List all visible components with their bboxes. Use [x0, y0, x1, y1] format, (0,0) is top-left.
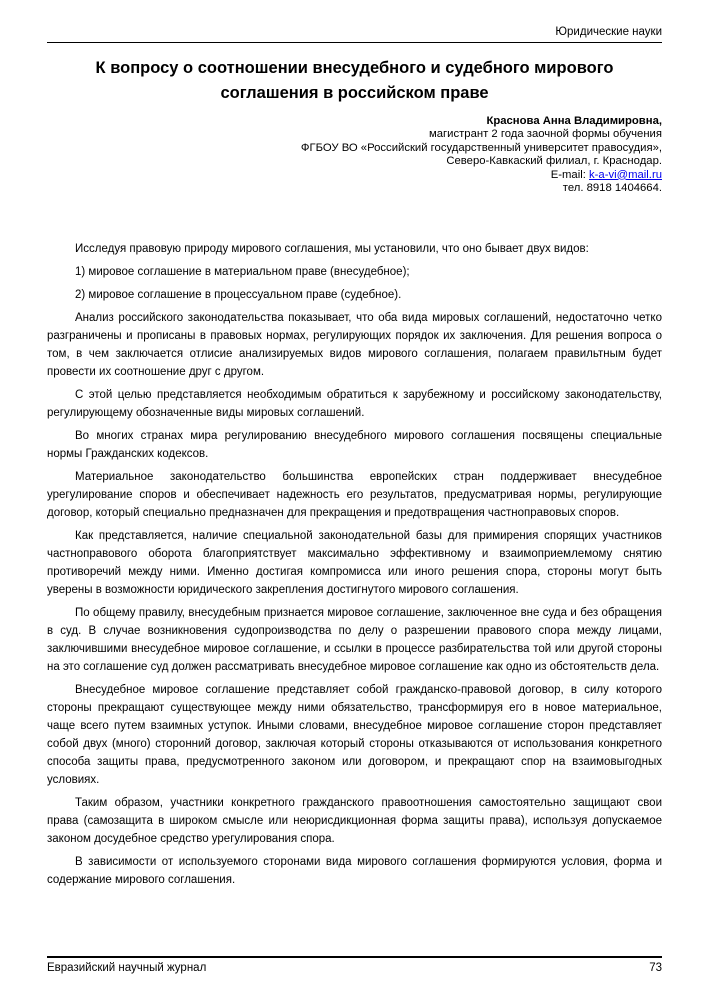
author-degree: магистрант 2 года заочной формы обучения [429, 128, 662, 141]
paragraph: В зависимости от используемого сторонами вида мирового соглашения формируются условия, форма и содержание мирового соглашения. [47, 856, 662, 887]
paragraph: Как представляется, наличие специальной законодательной базы для примирения спорящих участников частноправового оборота благоприятствует максимально эффективному и взаимоприемлемому снятию противоречий между ними. Именно достигая компромисса или иного решения спора, стороны могут быть уверены в возможности юридического закрепления достигнутого мирового соглашения. [47, 530, 662, 597]
page-title-line1: К вопросу о соотношении внесудебного и судебного мирового [95, 59, 614, 77]
email-label: E-mail: [550, 168, 590, 181]
paragraph: Исследуя правовую природу мирового соглашения, мы установили, что оно бывает двух видов: [75, 243, 589, 256]
journal-name: Евразийский научный журнал [47, 962, 207, 974]
body-text [47, 240, 662, 889]
author-block [47, 115, 662, 195]
author-university: ФГБОУ ВО «Российский государственный университет правосудия», [300, 141, 662, 154]
page-number: 73 [649, 962, 662, 974]
section-label: Юридические науки [555, 26, 662, 38]
author-email-line [47, 169, 662, 182]
email-link[interactable]: k-a-vi@mail.ru [589, 168, 662, 181]
paragraph: По общему правилу, внесудебным признается мировое соглашение, заключенное вне суда и без обращения в суд. В случае возникновения судопроизводства по делу о разрешении правового спора между лицами, заключившими внесудебное мировое соглашение, и ссылки в процессе разбирательства той или другой стороны на это соглашение суд должен рассматривать внесудебное мировое соглашение как одно из обстоятельств дела. [47, 607, 662, 674]
paragraph: Анализ российского законодательства показывает, что оба вида мировых соглашений, недостаточно четко разграничены и прописаны в правовых нормах, регулирующих порядок их заключения. Для решения вопроса о том, в чем заключается отлисие анализируемых видов мирового соглашения, полагаем правильтным будет провести их соотношение друг с другом. [47, 312, 662, 379]
paragraph: С этой целью представляется необходимым обратиться к зарубежному и российскому законодательству, регулирующему обозначенные виды мировых соглашений. [47, 389, 662, 420]
author-name: Краснова Анна Владимировна, [486, 115, 662, 127]
author-phone: тел. 8918 1404664. [562, 182, 662, 195]
page-title-line2: соглашения в российском праве [220, 84, 489, 102]
page-header [47, 26, 662, 43]
paragraph: Материальное законодательство большинства европейских стран поддерживает внесудебное урегулирование споров и обеспечивает надежность его результатов, предусматривая нормы, регулирующие договор, который специально предназначен для прекращения и предотвращения частноправовых споров. [47, 471, 662, 520]
paragraph: 1) мировое соглашение в материальном праве (внесудебное); [75, 266, 410, 279]
paragraph: Таким образом, участники конкретного гражданского правоотношения самостоятельно защищают свои права (самозащита в широком смысле или неюрисдикционная форма защиты права), используя допускаемое законом досудебное средство урегулирования спора. [47, 797, 662, 846]
paragraph: Во многих странах мира регулированию внесудебного мирового соглашения посвящены специальные нормы Гражданских кодексов. [47, 430, 662, 461]
page-title [57, 56, 652, 106]
paragraph: Внесудебное мировое соглашение представляет собой гражданско-правовой договор, в силу которого стороны прекращают существующее между ними обязательство, трансформируя его в новое материальное, чаще всего путем взаимных уступок. Иными словами, внесудебное мировое соглашение сторон представляет собой двух (много) сторонний договор, заключая который стороны отказываются от использования конкретного способа защиты права, предусмотренного законом или договором, и прекращают спор на взаимовыгодных условиях. [47, 684, 662, 787]
author-branch: Северо-Кавкаский филиал, г. Краснодар. [446, 155, 662, 168]
paragraph: 2) мировое соглашение в процессуальном праве (судебное). [75, 289, 402, 302]
page-footer [47, 956, 662, 974]
